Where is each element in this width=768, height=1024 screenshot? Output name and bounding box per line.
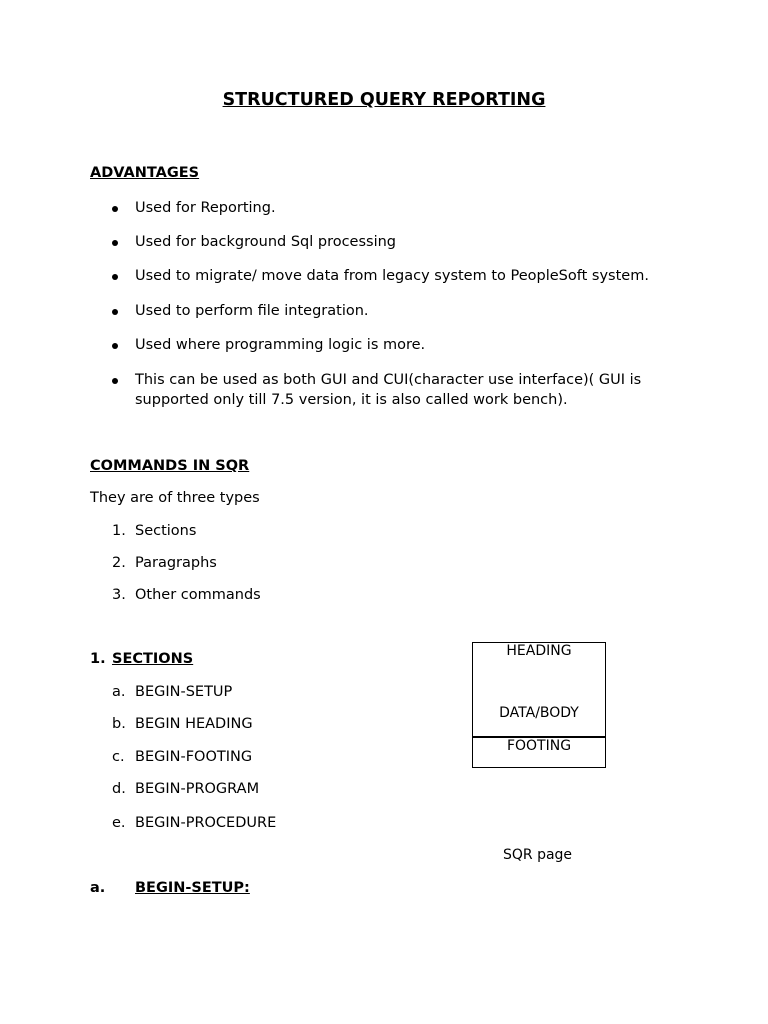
list-item: Used to migrate/ move data from legacy system to PeopleSoft system.: [135, 268, 649, 284]
commands-heading: COMMANDS IN SQR: [90, 458, 250, 474]
list-letter: d.: [112, 781, 126, 797]
list-item-continuation: supported only till 7.5 version, it is also called work bench).: [135, 392, 568, 408]
list-item: Sections: [135, 523, 197, 539]
list-item: Used to perform file integration.: [135, 303, 369, 319]
list-item: BEGIN-SETUP: [135, 684, 233, 700]
list-item: Used for background Sql processing: [135, 234, 397, 250]
diagram-caption: SQR page: [503, 847, 573, 863]
list-number: 2.: [112, 555, 126, 571]
subsection-heading: BEGIN-SETUP:: [135, 880, 250, 896]
diagram-footing-box: [472, 736, 606, 768]
list-letter: b.: [112, 716, 126, 732]
bullet-icon: [112, 309, 118, 315]
bullet-icon: [112, 378, 118, 384]
list-letter: e.: [112, 815, 126, 831]
list-item: This can be used as both GUI and CUI(character use interface)( GUI is: [135, 372, 642, 388]
diagram-footing-label: FOOTING: [506, 738, 572, 754]
advantages-heading: ADVANTAGES: [90, 165, 200, 181]
list-item: Used for Reporting.: [135, 200, 276, 216]
list-number: 1.: [112, 523, 126, 539]
bullet-icon: [112, 240, 118, 246]
sections-number: 1.: [90, 651, 106, 667]
diagram-heading-box: [472, 642, 606, 674]
bullet-icon: [112, 206, 118, 212]
sections-heading: SECTIONS: [112, 651, 194, 667]
list-item: BEGIN-FOOTING: [135, 749, 253, 765]
diagram-body-label: DATA/BODY: [499, 705, 579, 721]
bullet-icon: [112, 274, 118, 280]
list-item: Used where programming logic is more.: [135, 337, 426, 353]
list-item: Paragraphs: [135, 555, 217, 571]
diagram-heading-label: HEADING: [506, 643, 572, 659]
list-item: BEGIN HEADING: [135, 716, 253, 732]
diagram-body-box: [472, 673, 606, 737]
bullet-icon: [112, 343, 118, 349]
list-letter: c.: [112, 749, 125, 765]
list-number: 3.: [112, 587, 126, 603]
document-title: STRUCTURED QUERY REPORTING: [222, 90, 546, 110]
list-letter: a.: [112, 684, 126, 700]
commands-intro: They are of three types: [90, 490, 260, 506]
list-item: Other commands: [135, 587, 261, 603]
subsection-letter: a.: [90, 880, 106, 896]
list-item: BEGIN-PROGRAM: [135, 781, 260, 797]
list-item: BEGIN-PROCEDURE: [135, 815, 277, 831]
